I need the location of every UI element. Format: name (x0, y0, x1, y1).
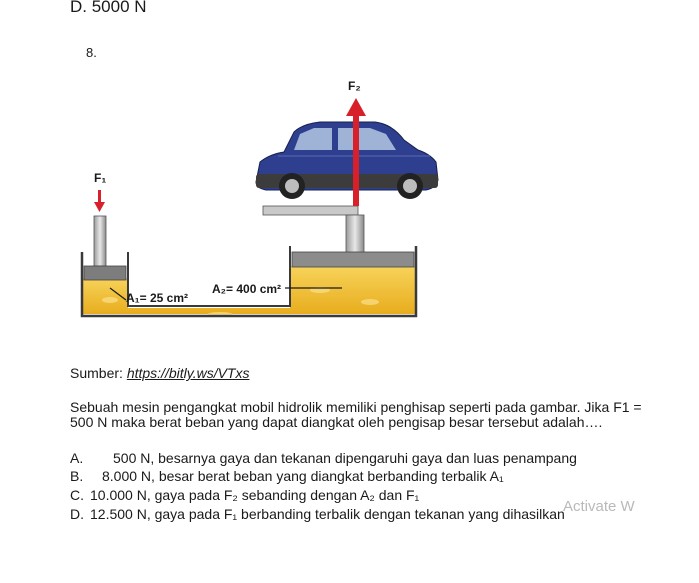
option-text: 10.000 N, gaya pada F₂ sebanding dengan A₂ dan F₁ (90, 487, 420, 503)
option-letter: B. (70, 468, 84, 484)
activate-windows-watermark: Activate W (563, 498, 635, 515)
option-letter: C. (70, 487, 84, 503)
large-piston (263, 206, 414, 267)
option-c[interactable] (70, 487, 419, 503)
question-text: Sebuah mesin pengangkat mobil hidrolik memiliki penghisap seperti pada gambar. Jika F1 = 500 N maka berat beban yang dapat diangkat oleh pengisap besar tersebut adalah…. (70, 399, 642, 430)
source-line (70, 365, 249, 382)
label-a2: A₂= 400 cm² (212, 282, 282, 296)
option-text: 8.000 N, besar berat beban yang diangkat berbanding terbalik A₁ (102, 468, 504, 484)
source-link[interactable]: https://bitly.ws/VTxs (126, 365, 250, 381)
label-a1: A₁= 25 cm² (126, 291, 188, 305)
option-b[interactable] (70, 468, 504, 484)
option-d[interactable] (70, 506, 565, 522)
label-f2: F₂ (348, 79, 361, 93)
option-a[interactable] (70, 450, 577, 466)
source-label: Sumber: (70, 365, 127, 381)
question-number: 8. (86, 45, 97, 60)
previous-question-option-d: D. 5000 N (70, 0, 147, 16)
force-f1-arrow (94, 190, 105, 212)
option-text: 12.500 N, gaya pada F₁ berbanding terbalik dengan tekanan yang dihasilkan (90, 506, 565, 522)
option-letter: A. (70, 450, 84, 466)
option-letter: D. (70, 506, 84, 522)
option-text: 500 N, besarnya gaya dan tekanan dipengaruhi gaya dan luas penampang (113, 450, 577, 466)
label-f1: F₁ (94, 171, 107, 185)
small-piston (84, 216, 126, 280)
car-image (256, 122, 438, 199)
hydraulic-lift-figure (70, 70, 460, 320)
